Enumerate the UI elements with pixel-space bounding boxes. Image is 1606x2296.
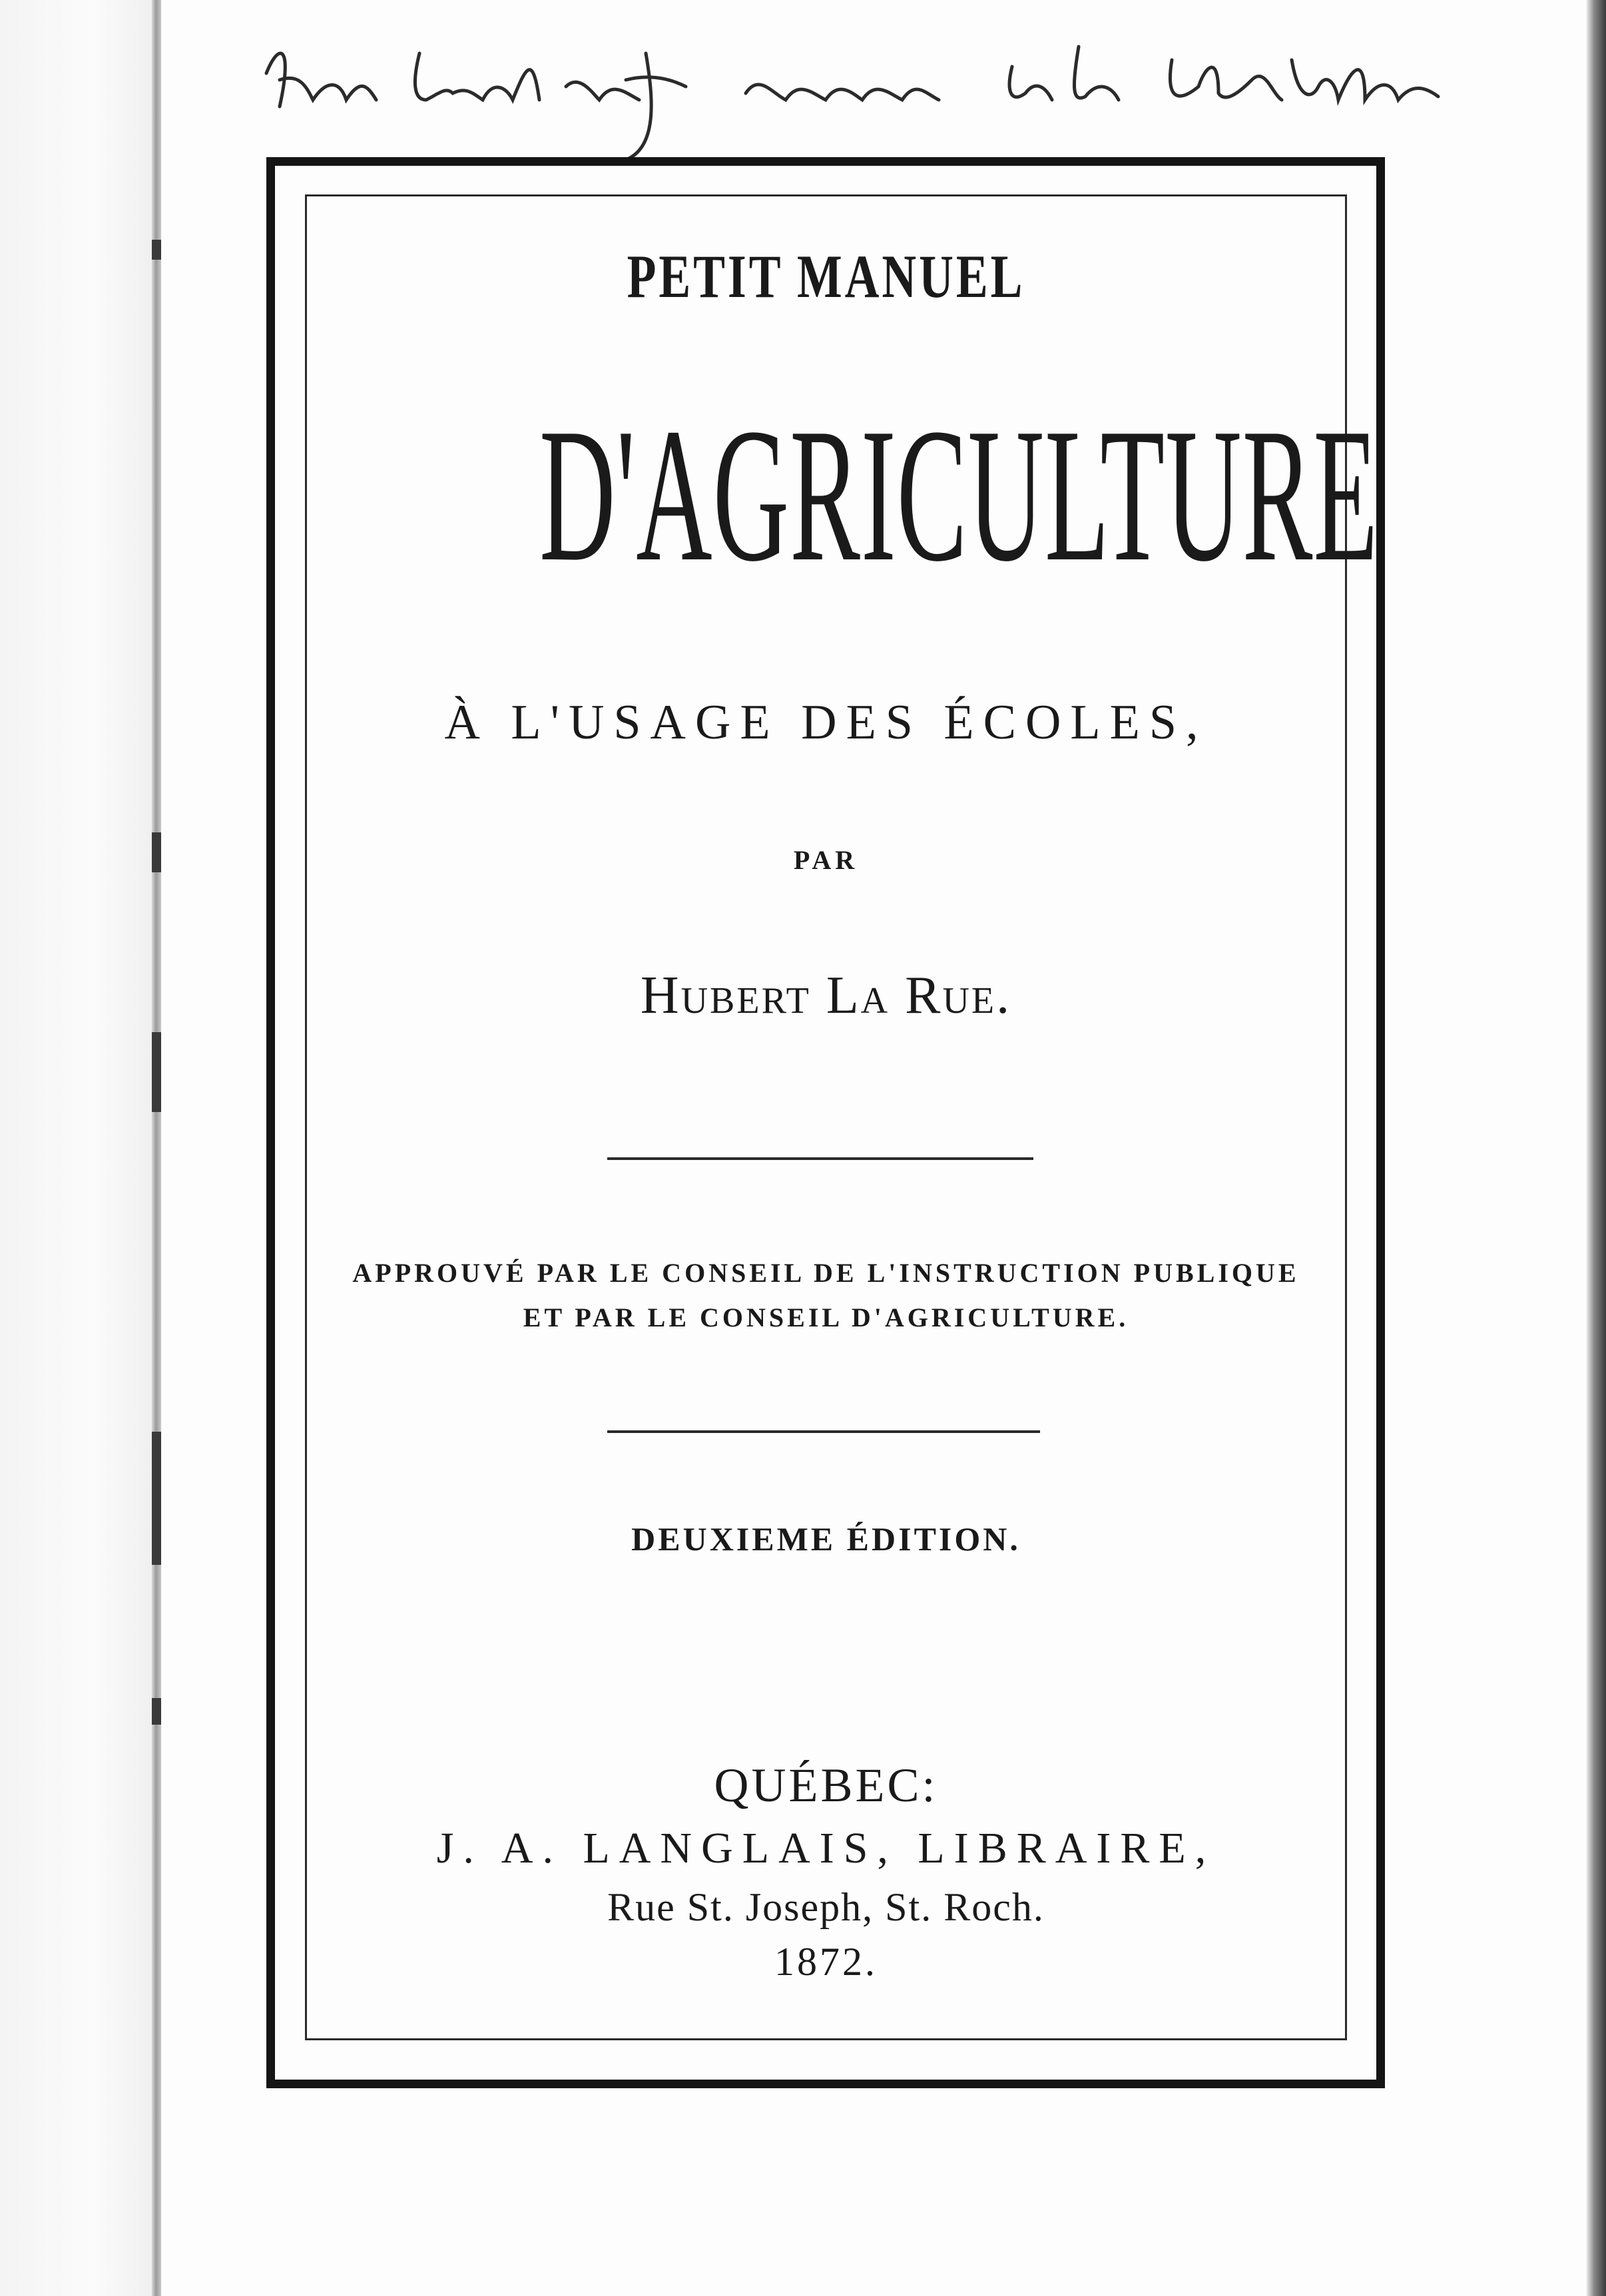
right-page-edge — [1586, 0, 1606, 2296]
divider-rule-top — [607, 1157, 1033, 1160]
edition-statement: DEUXIEME ÉDITION. — [631, 1520, 1021, 1558]
book-gutter — [152, 0, 161, 2296]
author-name: Hubert La Rue. — [640, 966, 1012, 1025]
title-line-1: PETIT MANUEL — [627, 242, 1025, 310]
left-page-edge — [0, 0, 157, 2296]
imprint-city: QUÉBEC: — [714, 1759, 938, 1812]
subtitle: À L'USAGE DES ÉCOLES, — [444, 695, 1208, 750]
by-label: PAR — [793, 845, 859, 875]
approval-line-2: ET PAR LE CONSEIL D'AGRICULTURE. — [523, 1302, 1129, 1332]
imprint-year: 1872. — [774, 1940, 878, 1984]
divider-rule-bottom — [607, 1430, 1040, 1433]
imprint-publisher: J. A. LANGLAIS, LIBRAIRE, — [436, 1824, 1216, 1872]
main-title: D'AGRICULTURE — [539, 389, 1379, 601]
imprint-address: Rue St. Joseph, St. Roch. — [607, 1885, 1045, 1929]
handwritten-inscription — [253, 27, 1498, 160]
approval-line-1: APPROUVÉ PAR LE CONSEIL DE L'INSTRUCTION PUBLIQUE — [352, 1258, 1300, 1288]
